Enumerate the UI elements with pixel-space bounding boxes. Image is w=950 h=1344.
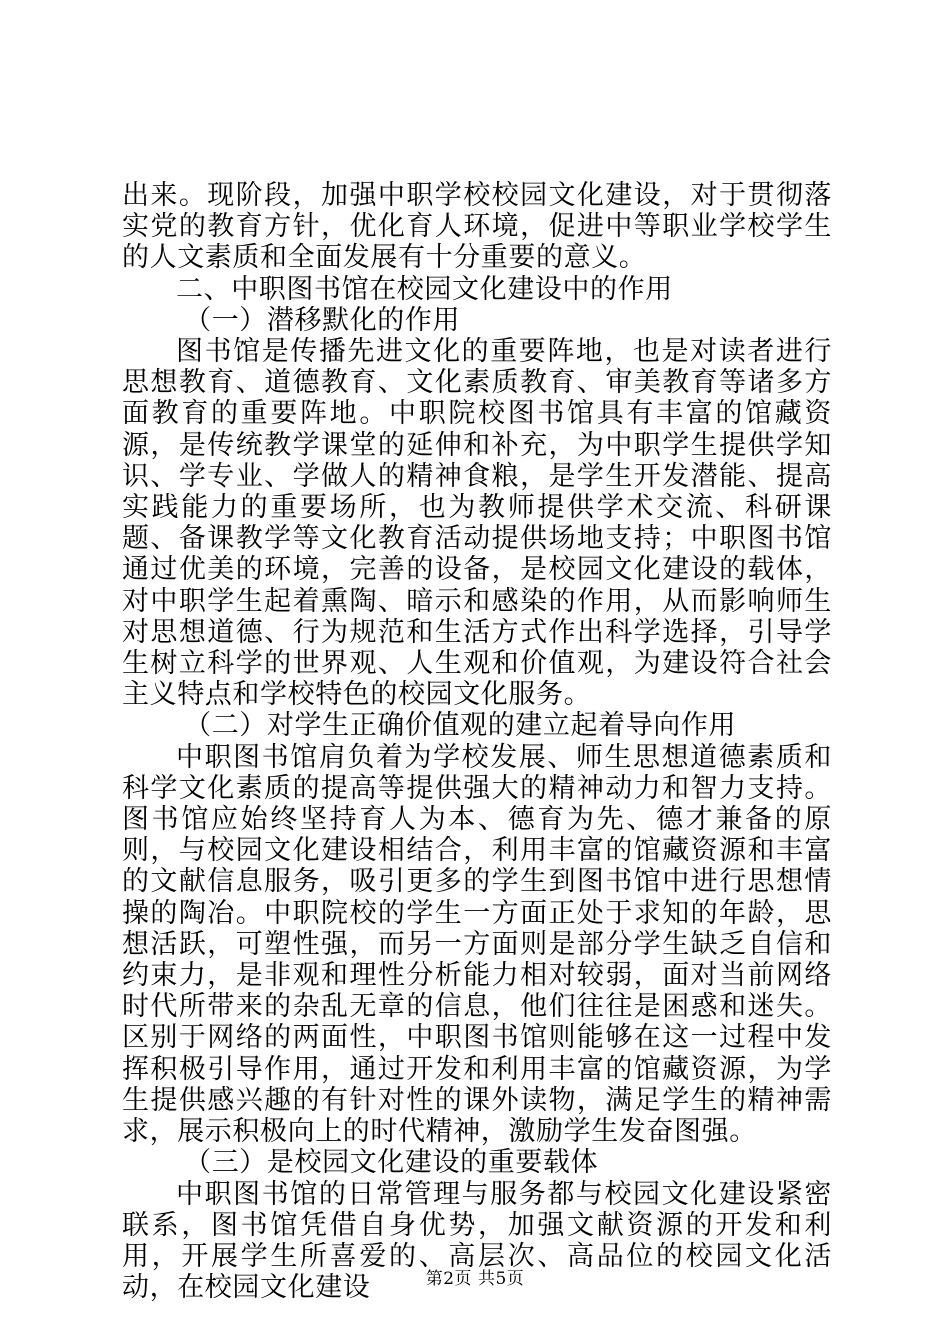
paragraph: 图书馆是传播先进文化的重要阵地，也是对读者进行思想教育、道德教育、文化素质教育、审美教育等诸多方面教育的重要阵地。中职院校图书馆具有丰富的馆藏资源，是传统教学课堂的延伸和补充，为中职学生提供学知识、学专业、学做人的精神食粮，是学生开发潜能、提高实践能力的重要场所，也为教师提供学术交流、科研课题、备课教学等文化教育活动提供场地支持；中职图书馆通过优美的环境，完善的设备，是校园文化建设的载体，对中职学生起着熏陶、暗示和感染的作用，从而影响师生对思想道德、行为规范和生活方式作出科学选择，引导学生树立科学的世界观、人生观和价值观，为建设符合社会主义特点和学校特色的校园文化服务。 — [122, 336, 832, 711]
section-heading: 二、中职图书馆在校园文化建设中的作用 — [176, 273, 673, 305]
document-body — [122, 180, 832, 1303]
subsection-heading-1: （一）潜移默化的作用 — [184, 304, 461, 336]
paragraph: 中职图书馆肩负着为学校发展、师生思想道德素质和科学文化素质的提高等提供强大的精神动力和智力支持。图书馆应始终坚持育人为本、德育为先、德才兼备的原则，与校园文化建设相结合，利用丰富的馆藏资源和丰富的文献信息服务，吸引更多的学生到图书馆中进行思想情操的陶冶。中职院校的学生一方面正处于求知的年龄，思想活跃，可塑性强，而另一方面则是部分学生缺乏自信和约束力，是非观和理性分析能力相对较弱，面对当前网络时代所带来的杂乱无章的信息，他们往往是困惑和迷失。区别于网络的两面性，中职图书馆则能够在这一过程中发挥积极引导作用，通过开发和利用丰富的馆藏资源，为学生提供感兴趣的有针对性的课外读物，满足学生的精神需求，展示积极向上的时代精神，激励学生发奋图强。 — [122, 741, 832, 1148]
page-number-footer: 第2页 共5页 — [425, 1269, 525, 1289]
subsection-heading-2: （二）对学生正确价值观的建立起着导向作用 — [184, 710, 737, 742]
paragraph: 中职图书馆的日常管理与服务都与校园文化建设紧密联系，图书馆凭借自身优势，加强文献资源的开发和利用，开展学生所喜爱的、高层次、高品位的校园文化活动，在校园文化建设 — [122, 1178, 832, 1304]
subsection-heading-3: （三）是校园文化建设的重要载体 — [184, 1147, 599, 1179]
paragraph-continued: 出来。现阶段，加强中职学校校园文化建设，对于贯彻落实党的教育方针，优化育人环境，促进中等职业学校学生的人文素质和全面发展有十分重要的意义。 — [122, 180, 832, 274]
